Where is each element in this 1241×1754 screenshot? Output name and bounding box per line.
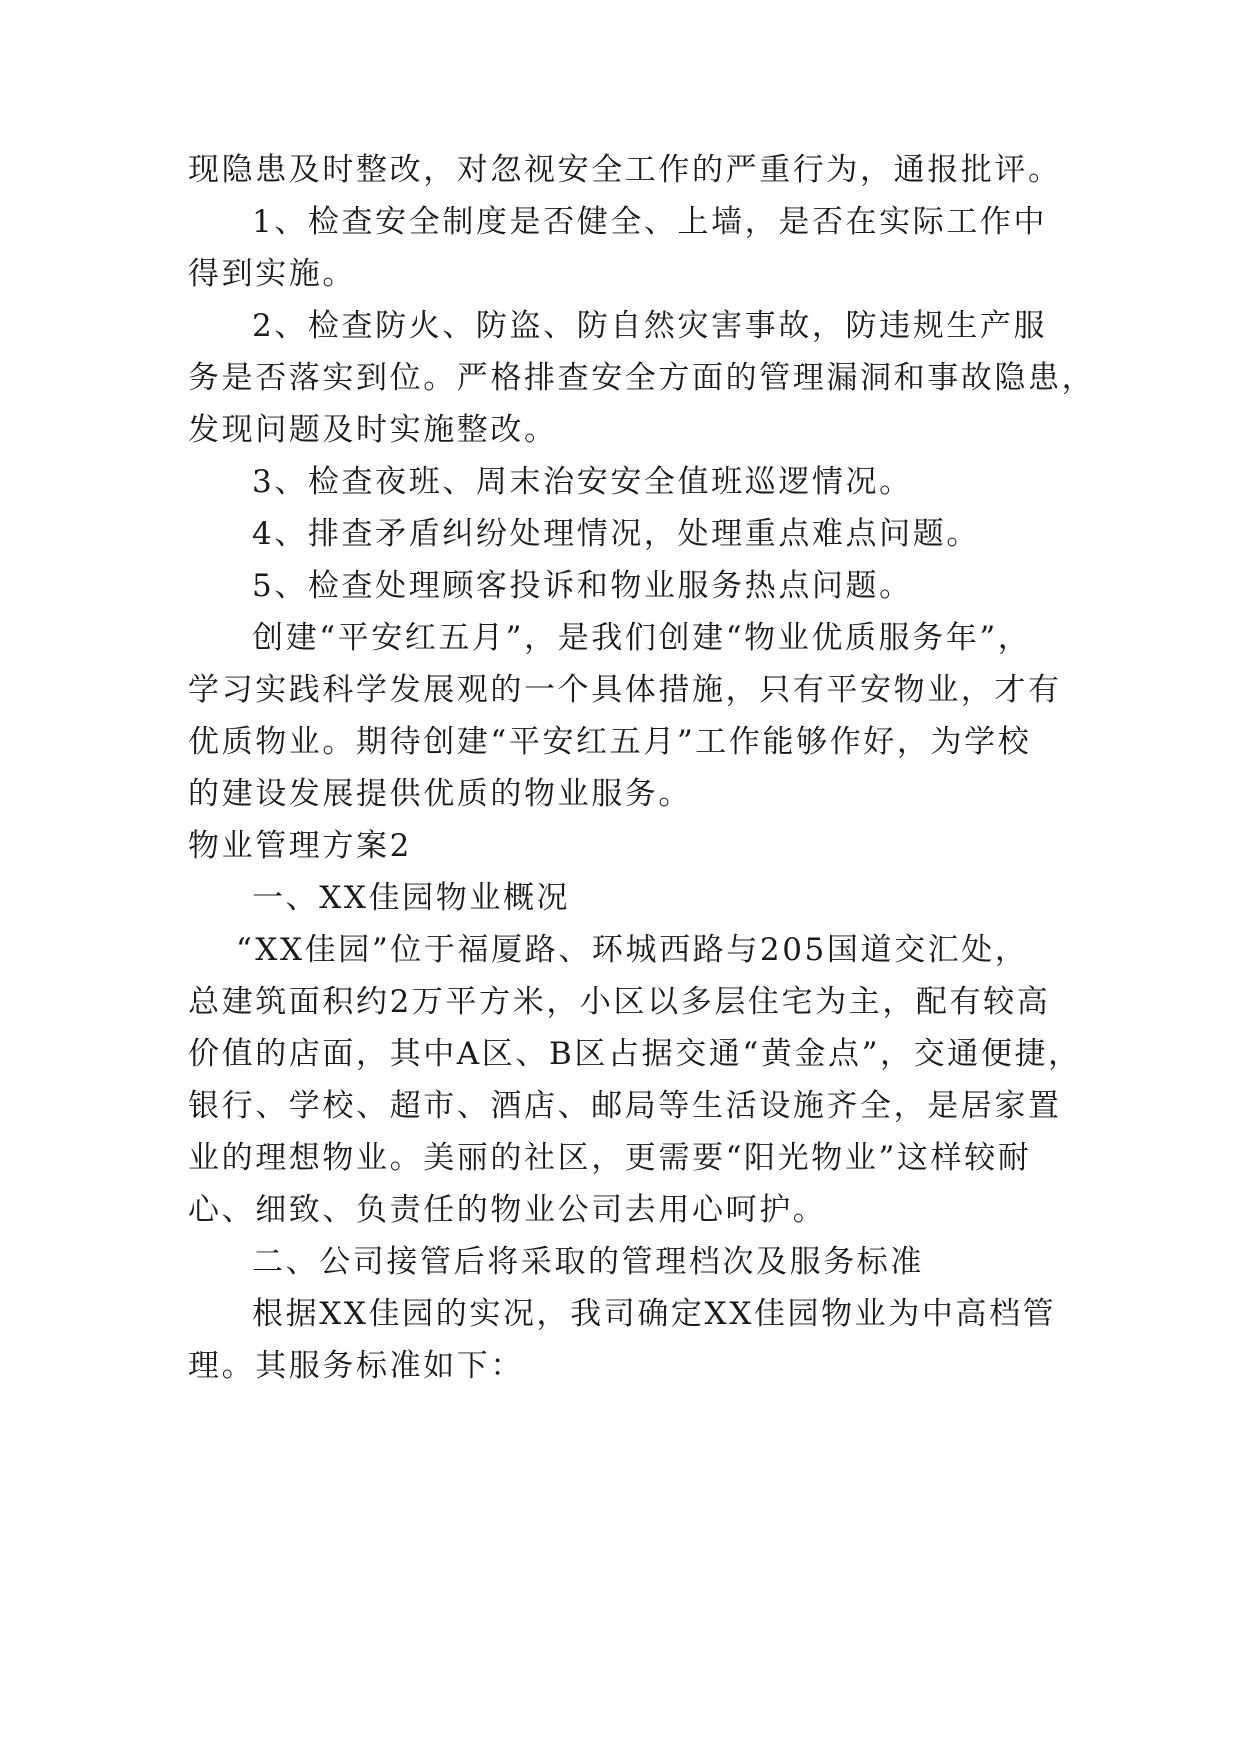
list-item-2-line: 2、检查防火、防盗、防自然灾害事故，防违规生产服 xyxy=(252,308,1048,344)
list-item-1-line: 得到实施。 xyxy=(188,256,356,292)
paragraph-line: “XX佳园”位于福厦路、环城西路与205国道交汇处， xyxy=(236,932,1029,968)
paragraph-line: 优质物业。期待创建“平安红五月”工作能够作好，为学校 xyxy=(188,724,1032,760)
list-item-5: 5、检查处理顾客投诉和物业服务热点问题。 xyxy=(252,568,913,604)
paragraph-line: 的建设发展提供优质的物业服务。 xyxy=(188,776,692,812)
paragraph-line: 根据XX佳园的实况，我司确定XX佳园物业为中高档管 xyxy=(252,1296,1057,1332)
paragraph-line: 银行、学校、超市、酒店、邮局等生活设施齐全，是居家置 xyxy=(188,1088,1062,1124)
paragraph-line: 理。其服务标准如下： xyxy=(188,1348,524,1384)
paragraph-line: 学习实践科学发展观的一个具体措施，只有平安物业，才有 xyxy=(188,672,1062,708)
paragraph-line: 价值的店面，其中A区、B区占据交通“黄金点”，交通便捷， xyxy=(188,1036,1082,1072)
paragraph-line: 现隐患及时整改，对忽视安全工作的严重行为，通报批评。 xyxy=(188,152,1062,188)
paragraph-line: 业的理想物业。美丽的社区，更需要“阳光物业”这样较耐 xyxy=(188,1140,1032,1176)
section-heading: 物业管理方案2 xyxy=(188,828,412,864)
paragraph-line: 创建“平安红五月”，是我们创建“物业优质服务年”， xyxy=(252,620,1032,656)
list-item-3: 3、检查夜班、周末治安安全值班巡逻情况。 xyxy=(252,464,913,500)
list-item-1-line: 1、检查安全制度是否健全、上墙，是否在实际工作中 xyxy=(252,204,1048,240)
paragraph-line: 心、细致、负责任的物业公司去用心呵护。 xyxy=(188,1192,827,1228)
list-item-2-line: 务是否落实到位。严格排查安全方面的管理漏洞和事故隐患， xyxy=(188,360,1096,396)
paragraph-line: 总建筑面积约2万平方米，小区以多层住宅为主，配有较高 xyxy=(188,984,1051,1020)
list-item-2-line: 发现问题及时实施整改。 xyxy=(188,412,558,448)
subsection-heading: 一、XX佳园物业概况 xyxy=(252,880,571,916)
list-item-4: 4、排查矛盾纠纷处理情况，处理重点难点问题。 xyxy=(252,516,980,552)
subsection-heading: 二、公司接管后将采取的管理档次及服务标准 xyxy=(252,1244,924,1280)
